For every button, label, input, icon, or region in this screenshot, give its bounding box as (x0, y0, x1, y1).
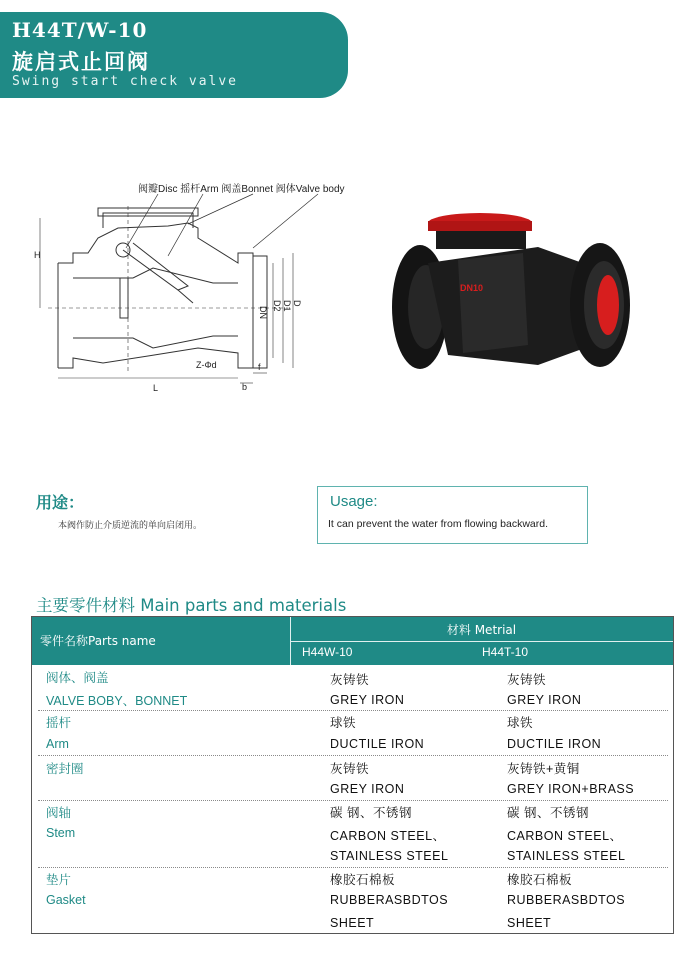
part-name-cn: 密封圈 (46, 762, 84, 776)
dim-l: L (153, 383, 159, 393)
material-t: 灰铸铁+黄铜 (507, 762, 580, 776)
drawing-callouts: 阀瓣Disc 摇杆Arm 阀盖Bonnet 阀体Valve body (138, 184, 345, 195)
dim-d1: D1 (282, 300, 292, 312)
material-w: CARBON STEEL、 (330, 829, 446, 843)
material-t: RUBBERASBDTOS (507, 893, 626, 907)
part-name-en: Stem (46, 826, 76, 840)
material-t: GREY IRON+BRASS (507, 782, 635, 796)
material-t: CARBON STEEL、 (507, 829, 623, 843)
part-name-cn: 阀体、阀盖 (46, 671, 109, 685)
material-t: GREY IRON (507, 693, 582, 707)
photo-marking: DN10 (460, 283, 484, 293)
title-chinese: 旋启式止回阀 (12, 49, 150, 74)
material-t: 橡胶石棉板 (507, 873, 573, 887)
usage-text-cn: 本阀作防止介质逆流的单向启闭用。 (58, 521, 203, 531)
material-w: 碳 钢、不锈钢 (330, 806, 412, 820)
valve-product-photo (388, 205, 636, 383)
row-divider (38, 710, 668, 711)
dim-zd: Z-Φd (196, 360, 217, 370)
usage-box (317, 486, 588, 544)
dim-f: f (258, 362, 261, 372)
part-name-en: Arm (46, 737, 69, 751)
material-w: DUCTILE IRON (330, 737, 425, 751)
material-t: 碳 钢、不锈钢 (507, 806, 589, 820)
header-banner (0, 12, 348, 98)
material-w: 灰铸铁 (330, 762, 370, 776)
row-divider (38, 800, 668, 801)
part-name-cn: 摇杆 (46, 716, 72, 730)
dim-d2: D2 (272, 300, 282, 312)
header-material: 材料 Metrial (446, 623, 517, 637)
dim-dn: DN (258, 306, 268, 319)
part-name-en: Gasket (46, 893, 86, 907)
material-w: 球铁 (330, 716, 357, 730)
material-t: 灰铸铁 (507, 673, 547, 687)
material-w: SHEET (330, 916, 375, 930)
material-w: 橡胶石棉板 (330, 873, 396, 887)
parts-table (31, 616, 674, 934)
usage-title-en: Usage: (330, 493, 378, 510)
parts-title: 主要零件材料 Main parts and materials (36, 596, 347, 615)
material-w: 灰铸铁 (330, 673, 370, 687)
dim-b: b (242, 382, 248, 392)
valve-section-drawing (28, 178, 378, 398)
material-t: SHEET (507, 916, 552, 930)
material-t: DUCTILE IRON (507, 737, 602, 751)
material-w: RUBBERASBDTOS (330, 893, 449, 907)
usage-text-en: It can prevent the water from flowing backward. (328, 518, 549, 530)
header-part: 零件名称Parts name (40, 634, 156, 648)
material-t: STAINLESS STEEL (507, 849, 626, 863)
row-divider (38, 867, 668, 868)
title-english: Swing start check valve (12, 74, 239, 89)
row-divider (38, 755, 668, 756)
header-h44t: H44T-10 (482, 645, 529, 659)
material-w: GREY IRON (330, 693, 405, 707)
part-name-cn: 阀轴 (46, 806, 72, 820)
model-number: H44T/W-10 (12, 18, 148, 42)
material-w: GREY IRON (330, 782, 405, 796)
material-w: STAINLESS STEEL (330, 849, 449, 863)
dim-d: D (292, 300, 302, 307)
dim-h: H (34, 250, 41, 260)
part-name-en: VALVE BOBY、BONNET (46, 694, 188, 708)
part-name-cn: 垫片 (46, 873, 72, 887)
usage-title-cn: 用途： (36, 493, 85, 512)
header-h44w: H44W-10 (302, 645, 353, 659)
table-header (32, 617, 673, 665)
material-t: 球铁 (507, 716, 534, 730)
